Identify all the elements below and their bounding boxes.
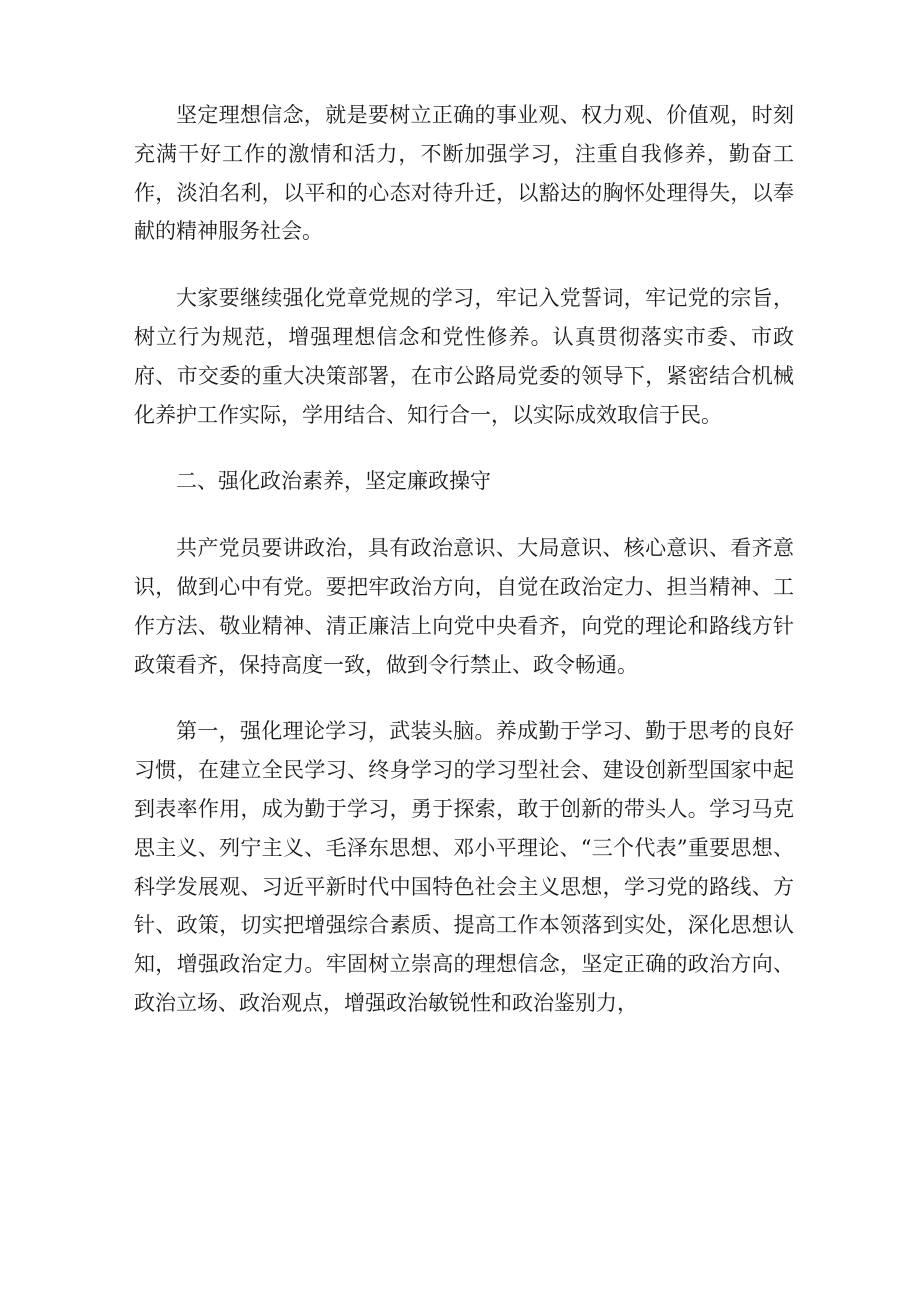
section-heading: 二、强化政治素养，坚定廉政操守 (176, 469, 491, 494)
paragraph-theory-study: 第一，强化理论学习，武装头脑。养成勤于学习、勤于思考的良好习惯，在建立全民学习、终身学习的学习型社会、建设创新型国家中起到表率作用，成为勤于学习，勇于探索，敢于创新的带头人。学习马克思主义、列宁主义、毛泽东思想、邓小平理论、“三个代表”重要思想、科学发展观、习近平新时代中国特色社会主义思想，学习党的路线、方针、政策，切实把增强综合素质、提高工作本领落到实处，深化思想认知，增强政治定力。牢固树立崇高的理想信念，坚定正确的政治方向、政治立场、政治观点，增强政治敏锐性和政治鉴别力， (134, 719, 794, 1015)
paragraph-ideals: 坚定理想信念，就是要树立正确的事业观、权力观、价值观，时刻充满干好工作的激情和活力，不断加强学习，注重自我修养，勤奋工作，淡泊名利，以平和的心态对待升迁，以豁达的胸怀处理得失，以奉献的精神服务社会。 (134, 103, 794, 244)
paragraph-party-rules: 大家要继续强化党章党规的学习，牢记入党誓词，牢记党的宗旨，树立行为规范，增强理想信念和党性修养。认真贯彻落实市委、市政府、市交委的重大决策部署，在市公路局党委的领导下，紧密结合机械化养护工作实际，学用结合、知行合一，以实际成效取信于民。 (134, 286, 794, 427)
paragraph-politics: 共产党员要讲政治，具有政治意识、大局意识、核心意识、看齐意识，做到心中有党。要把牢政治方向，自觉在政治定力、担当精神、工作方法、敬业精神、清正廉洁上向党中央看齐，向党的理论和路线方针政策看齐，保持高度一致，做到令行禁止、政令畅通。 (134, 536, 794, 677)
document-body (134, 96, 794, 1051)
